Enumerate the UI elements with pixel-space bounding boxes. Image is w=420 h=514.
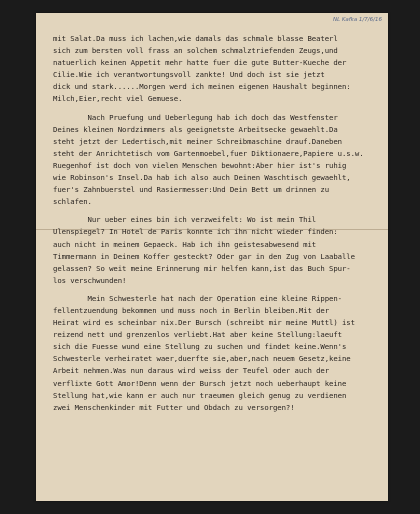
text-line: Arbeit nehmen.Was nun daraus wird weiss der Teufel oder auch der [53, 366, 330, 376]
text-line: fellentzuendung bekommen und muss noch in Berlin bleiben.Mit der [53, 305, 330, 315]
text-line: Timmermann in Deinem Koffer gesteckt? Oder gar in den Zug von Laaballe [53, 251, 355, 261]
text-line: natuerlich keinen Appetit mehr hatte fuer die gute Butter-Kueche der [53, 58, 347, 68]
text-line: Deines kleinen Nordzimmers als geeignetste Arbeitsecke gewaehlt.Da [53, 124, 338, 134]
text-line: wie Robinson's Insel.Da hab ich also auch Deinen Waschtisch gewaehlt, [53, 173, 351, 183]
text-line: Stellung hat,wie kann er auch nur traeumen gleich genug zu verdienen [53, 390, 347, 400]
text-line: steht der Anrichtetisch vom Gartenmoebel,fuer Diktionaere,Papiere u.s.w. [53, 148, 364, 158]
text-line: Cilie.Wie ich verantwortungsvoll zankte! Und doch ist sie jetzt [53, 70, 325, 80]
text-line: Nur ueber eines bin ich verzweifelt: Wo ist mein Thil [53, 215, 317, 225]
text-line: Mein Schwesterle hat nach der Operation eine kleine Rippen- [53, 293, 342, 303]
text-line: dick und stark......Morgen werd ich meinen eigenen Haushalt beginnen: [53, 82, 351, 92]
letter-paragraph [53, 33, 383, 106]
letter-paragraph [53, 214, 383, 287]
text-line: zwei Menschenkinder mit Futter und Obdach zu versorgen?! [53, 402, 295, 412]
text-line: sich die Fuesse wund eine Stellung zu suchen und findet keine.Wenn's [53, 342, 347, 352]
text-line: mit Salat.Da muss ich lachen,wie damals das schmale blasse Beaterl [53, 34, 338, 43]
text-line: verflixte Gott Amor!Denn wenn der Bursch jetzt noch ueberhaupt keine [53, 378, 347, 388]
letter-paragraph [53, 112, 383, 209]
text-line: Ulenspiegel? In Hotel de Paris konnte ich ihn nicht wieder finden: [53, 227, 338, 237]
document-page [36, 13, 388, 501]
text-line: Ruegenhof ist doch von vielen Menschen bewohnt:Aber hier ist's ruhig [53, 160, 347, 170]
text-line: gelassen? So weit meine Erinnerung mir helfen kann,ist das Buch Spur- [53, 263, 351, 273]
text-line: sich zum bersten voll frass an solchem schmalztriefenden Zeugs,und [53, 46, 338, 56]
text-line: Nach Pruefung und Ueberlegung hab ich doch das Westfenster [53, 112, 338, 122]
text-line: Schwesterle verheiratet waer,duerfte sie,aber,nach neuem Gesetz,keine [53, 354, 351, 364]
text-line: Heirat wird es scheinbar nix.Der Bursch (schreibt mir meine Muttl) ist [53, 318, 355, 328]
typed-letter-body [53, 33, 383, 420]
text-line: schlafen. [53, 197, 92, 207]
archive-reference: NL Kafka 1/7/6/16 [332, 17, 382, 23]
text-line: steht jetzt der Ledertisch,mit meiner Schreibmaschine drauf.Daneben [53, 136, 342, 146]
text-line: fuer's Zahnbuerstel und Rasiermesser:Und Dein Bett um drinnen zu [53, 185, 330, 195]
text-line: los verschwunden! [53, 275, 127, 285]
letter-paragraph [53, 293, 383, 414]
text-line: auch nicht in meinem Gepaeck. Hab ich ihn geistesabwesend mit [53, 239, 317, 249]
text-line: reizend nett und grenzenlos verliebt.Hat aber keine Stellung:laeuft [53, 330, 342, 340]
text-line: Milch,Eier,recht viel Gemuese. [53, 94, 183, 104]
